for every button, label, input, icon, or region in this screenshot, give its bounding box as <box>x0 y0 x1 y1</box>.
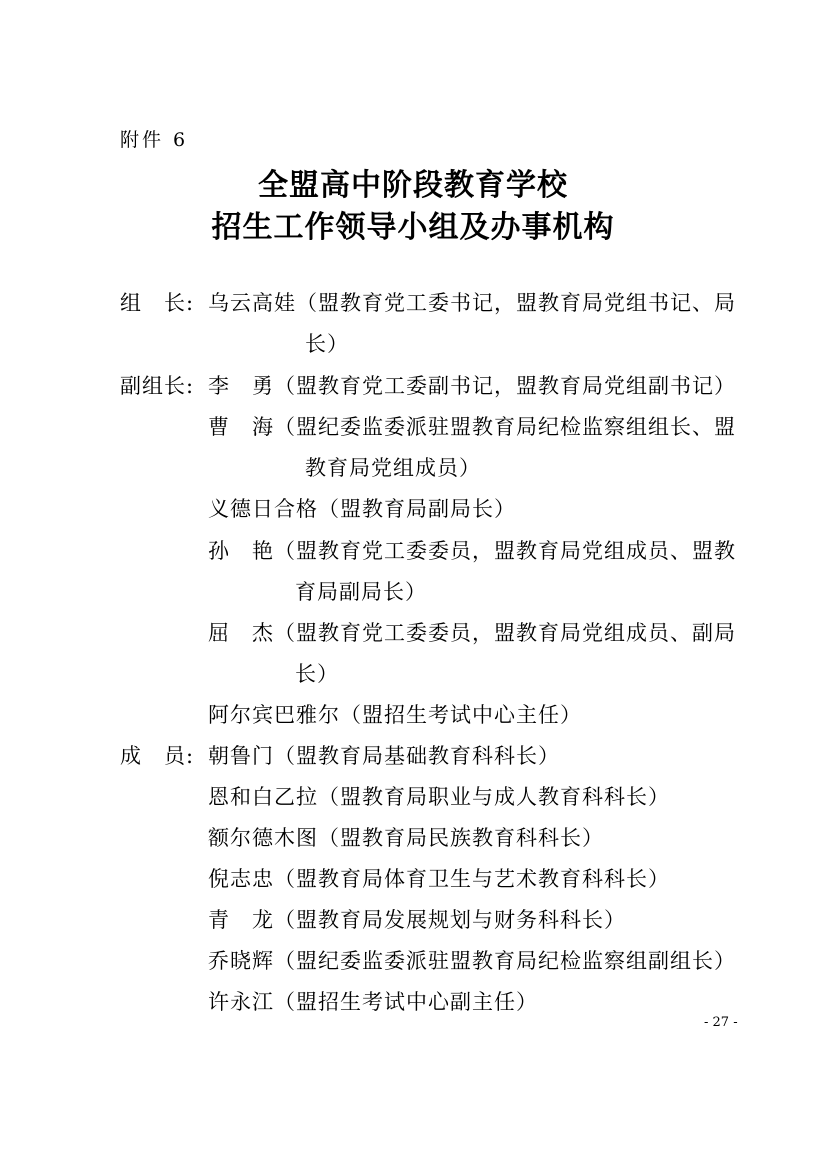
member-item: 额尔德木图（盟教育局民族教育科科长） <box>208 826 604 850</box>
deputy-item-continuation: 育局副局长） <box>295 580 427 604</box>
leader-line-1: 乌云高娃（盟教育党工委书记，盟教育局党组书记、局 <box>208 291 736 315</box>
member-item: 青 龙（盟教育局发展规划与财务科科长） <box>208 908 626 932</box>
member-item: 朝鲁门（盟教育局基础教育科科长） <box>208 744 560 768</box>
deputy-role-label: 副组长: <box>120 374 195 398</box>
document-title-line-2: 招生工作领导小组及办事机构 <box>211 210 615 245</box>
deputy-item-line: 曹 海（盟纪委监委派驻盟教育局纪检监察组组长、盟 <box>208 415 736 439</box>
deputy-item-continuation: 长） <box>295 662 339 686</box>
member-item: 许永江（盟招生考试中心副主任） <box>208 990 538 1014</box>
document-title-line-1: 全盟高中阶段教育学校 <box>258 168 568 203</box>
attachment-label: 附件 6 <box>120 129 189 151</box>
deputy-item-line: 阿尔宾巴雅尔（盟招生考试中心主任） <box>208 703 582 727</box>
deputy-item-line: 孙 艳（盟教育党工委委员，盟教育局党组成员、盟教 <box>208 539 736 563</box>
leader-line-2: 长） <box>305 332 349 356</box>
member-item: 倪志忠（盟教育局体育卫生与艺术教育科科长） <box>208 867 670 891</box>
member-role-label: 成 员: <box>120 744 195 768</box>
deputy-item-line: 李 勇（盟教育党工委副书记，盟教育局党组副书记） <box>208 374 736 398</box>
member-item: 乔晓辉（盟纪委监委派驻盟教育局纪检监察组副组长） <box>208 949 736 973</box>
deputy-item-line: 屈 杰（盟教育党工委委员，盟教育局党组成员、副局 <box>208 621 736 645</box>
member-item: 恩和白乙拉（盟教育局职业与成人教育科科长） <box>208 785 670 809</box>
page-number: - 27 - <box>704 1015 738 1030</box>
deputy-item-line: 义德日合格（盟教育局副局长） <box>208 497 516 521</box>
deputy-item-continuation: 教育局党组成员） <box>305 456 481 480</box>
leader-role-label: 组 长: <box>120 291 195 315</box>
